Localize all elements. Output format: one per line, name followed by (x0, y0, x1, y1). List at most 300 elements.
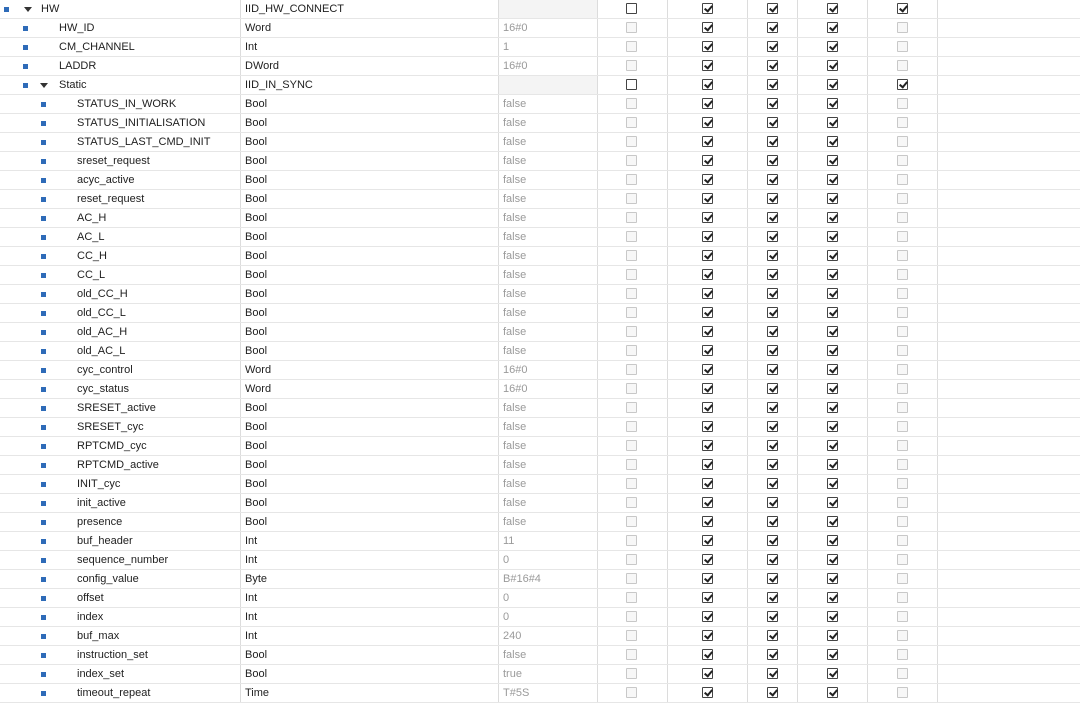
checkbox[interactable] (827, 41, 838, 52)
name-cell[interactable] (0, 38, 241, 56)
table-row[interactable] (0, 551, 1080, 570)
table-row[interactable] (0, 380, 1080, 399)
checkbox[interactable] (702, 41, 713, 52)
data-type-cell[interactable]: IID_HW_CONNECT (241, 0, 499, 18)
checkbox[interactable] (767, 307, 778, 318)
start-value-cell[interactable]: false (499, 646, 598, 664)
checkbox[interactable] (827, 136, 838, 147)
checkbox (626, 611, 637, 622)
table-row[interactable] (0, 323, 1080, 342)
data-type-cell[interactable]: IID_IN_SYNC (241, 76, 499, 94)
checkbox[interactable] (767, 117, 778, 128)
data-type-cell[interactable]: Word (241, 361, 499, 379)
checkbox[interactable] (702, 326, 713, 337)
name-cell[interactable] (0, 399, 241, 417)
start-value-cell[interactable]: false (499, 266, 598, 284)
checkbox[interactable] (702, 345, 713, 356)
name-cell[interactable] (0, 532, 241, 550)
checkbox[interactable] (827, 402, 838, 413)
checkbox[interactable] (767, 668, 778, 679)
data-type-cell[interactable]: Bool (241, 190, 499, 208)
checkbox[interactable] (827, 326, 838, 337)
checkbox (626, 22, 637, 33)
name-cell[interactable] (0, 76, 241, 94)
checkbox[interactable] (702, 649, 713, 660)
start-value-cell[interactable] (499, 0, 598, 18)
checkbox[interactable] (827, 98, 838, 109)
checkbox[interactable] (827, 554, 838, 565)
name-cell[interactable] (0, 19, 241, 37)
checkbox[interactable] (702, 668, 713, 679)
checkbox[interactable] (767, 288, 778, 299)
start-value-cell[interactable]: B#16#4 (499, 570, 598, 588)
checkbox[interactable] (767, 326, 778, 337)
checkbox[interactable] (827, 155, 838, 166)
checkbox[interactable] (767, 516, 778, 527)
start-value-cell[interactable]: false (499, 437, 598, 455)
checkbox[interactable] (767, 592, 778, 603)
table-row[interactable] (0, 114, 1080, 133)
checkbox[interactable] (702, 611, 713, 622)
data-type-cell[interactable]: Bool (241, 266, 499, 284)
checkbox[interactable] (827, 174, 838, 185)
name-cell[interactable] (0, 684, 241, 702)
checkbox[interactable] (827, 383, 838, 394)
start-value-cell[interactable]: 16#0 (499, 380, 598, 398)
checkbox[interactable] (827, 345, 838, 356)
start-value-cell[interactable]: false (499, 513, 598, 531)
start-value-cell[interactable]: 16#0 (499, 57, 598, 75)
checkbox[interactable] (702, 421, 713, 432)
name-cell[interactable] (0, 494, 241, 512)
checkbox[interactable] (702, 269, 713, 280)
name-cell[interactable] (0, 589, 241, 607)
start-value-cell[interactable]: false (499, 285, 598, 303)
name-cell[interactable] (0, 418, 241, 436)
checkbox[interactable] (827, 79, 838, 90)
checkbox[interactable] (767, 535, 778, 546)
data-type-cell[interactable]: Int (241, 627, 499, 645)
checkbox-col-1 (598, 133, 668, 151)
checkbox[interactable] (767, 478, 778, 489)
checkbox[interactable] (827, 193, 838, 204)
checkbox[interactable] (702, 288, 713, 299)
start-value-cell[interactable]: 16#0 (499, 361, 598, 379)
start-value-cell[interactable]: false (499, 247, 598, 265)
checkbox[interactable] (767, 41, 778, 52)
data-type-cell[interactable]: Bool (241, 95, 499, 113)
checkbox-col-4 (798, 114, 868, 132)
checkbox[interactable] (702, 554, 713, 565)
table-row[interactable] (0, 494, 1080, 513)
checkbox[interactable] (702, 383, 713, 394)
checkbox[interactable] (702, 60, 713, 71)
checkbox[interactable] (767, 611, 778, 622)
name-cell[interactable] (0, 323, 241, 341)
table-row[interactable] (0, 304, 1080, 323)
checkbox[interactable] (767, 649, 778, 660)
checkbox[interactable] (767, 136, 778, 147)
table-row[interactable] (0, 209, 1080, 228)
checkbox[interactable] (702, 193, 713, 204)
table-row[interactable] (0, 190, 1080, 209)
checkbox[interactable] (827, 440, 838, 451)
name-cell[interactable] (0, 228, 241, 246)
data-type-cell[interactable]: Bool (241, 475, 499, 493)
table-row[interactable] (0, 342, 1080, 361)
checkbox-col-2 (668, 456, 748, 474)
checkbox-col-4 (798, 209, 868, 227)
start-value-cell[interactable]: true (499, 665, 598, 683)
data-type-cell[interactable]: Bool (241, 114, 499, 132)
data-type-cell[interactable]: Int (241, 38, 499, 56)
name-cell[interactable] (0, 0, 241, 18)
checkbox[interactable] (767, 22, 778, 33)
checkbox[interactable] (702, 250, 713, 261)
table-row[interactable] (0, 95, 1080, 114)
start-value-cell[interactable]: false (499, 342, 598, 360)
data-type-cell[interactable]: Bool (241, 304, 499, 322)
checkbox[interactable] (767, 155, 778, 166)
table-row[interactable] (0, 57, 1080, 76)
checkbox[interactable] (767, 250, 778, 261)
name-cell[interactable] (0, 551, 241, 569)
data-type-cell[interactable]: Word (241, 380, 499, 398)
checkbox[interactable] (767, 573, 778, 584)
checkbox (626, 231, 637, 242)
data-type-cell[interactable]: Int (241, 532, 499, 550)
name-cell[interactable] (0, 665, 241, 683)
checkbox[interactable] (702, 155, 713, 166)
table-row[interactable] (0, 627, 1080, 646)
checkbox[interactable] (827, 117, 838, 128)
name-cell[interactable] (0, 646, 241, 664)
checkbox[interactable] (702, 402, 713, 413)
checkbox-col-3 (748, 437, 798, 455)
checkbox-col-5 (868, 95, 938, 113)
start-value-cell[interactable]: false (499, 323, 598, 341)
variable-marker-icon (41, 577, 46, 582)
table-row[interactable] (0, 247, 1080, 266)
checkbox[interactable] (827, 516, 838, 527)
table-row[interactable] (0, 0, 1080, 19)
name-cell[interactable] (0, 114, 241, 132)
start-value-cell[interactable]: 16#0 (499, 19, 598, 37)
data-type-cell[interactable]: Int (241, 589, 499, 607)
checkbox[interactable] (767, 269, 778, 280)
data-type-cell[interactable]: Bool (241, 285, 499, 303)
checkbox-col-5 (868, 171, 938, 189)
checkbox-col-4 (798, 57, 868, 75)
start-value-cell[interactable]: 1 (499, 38, 598, 56)
name-cell[interactable] (0, 285, 241, 303)
data-type-cell[interactable]: Bool (241, 323, 499, 341)
checkbox-col-5 (868, 361, 938, 379)
name-cell[interactable] (0, 570, 241, 588)
checkbox[interactable] (702, 516, 713, 527)
checkbox[interactable] (897, 3, 908, 14)
data-type-cell[interactable]: Bool (241, 209, 499, 227)
start-value-cell[interactable]: false (499, 114, 598, 132)
checkbox[interactable] (827, 497, 838, 508)
name-cell[interactable] (0, 95, 241, 113)
data-type-cell[interactable]: Bool (241, 646, 499, 664)
start-value-cell[interactable]: false (499, 95, 598, 113)
table-row[interactable] (0, 152, 1080, 171)
data-type-cell[interactable]: Int (241, 608, 499, 626)
start-value-cell[interactable]: false (499, 228, 598, 246)
data-type-cell[interactable]: Bool (241, 456, 499, 474)
table-row[interactable] (0, 76, 1080, 95)
start-value-cell[interactable]: false (499, 190, 598, 208)
data-type-cell[interactable]: Byte (241, 570, 499, 588)
table-row[interactable] (0, 399, 1080, 418)
checkbox[interactable] (702, 79, 713, 90)
checkbox-col-1 (598, 0, 668, 18)
checkbox[interactable] (827, 212, 838, 223)
table-row[interactable] (0, 19, 1080, 38)
checkbox-col-1 (598, 494, 668, 512)
checkbox[interactable] (827, 668, 838, 679)
checkbox[interactable] (702, 3, 713, 14)
checkbox[interactable] (767, 212, 778, 223)
table-row[interactable] (0, 665, 1080, 684)
checkbox[interactable] (767, 3, 778, 14)
start-value-cell[interactable]: false (499, 494, 598, 512)
checkbox[interactable] (767, 497, 778, 508)
start-value-cell[interactable]: 240 (499, 627, 598, 645)
table-row[interactable] (0, 513, 1080, 532)
start-value-cell[interactable]: false (499, 171, 598, 189)
table-row[interactable] (0, 266, 1080, 285)
table-row[interactable] (0, 437, 1080, 456)
name-cell[interactable] (0, 456, 241, 474)
checkbox[interactable] (767, 364, 778, 375)
checkbox[interactable] (767, 174, 778, 185)
start-value-cell[interactable]: 0 (499, 589, 598, 607)
table-row[interactable] (0, 361, 1080, 380)
checkbox[interactable] (702, 497, 713, 508)
data-type-cell[interactable]: Bool (241, 247, 499, 265)
variable-name: reset_request (77, 193, 145, 205)
checkbox[interactable] (702, 687, 713, 698)
checkbox[interactable] (827, 22, 838, 33)
checkbox[interactable] (827, 573, 838, 584)
start-value-cell[interactable]: false (499, 152, 598, 170)
checkbox[interactable] (767, 421, 778, 432)
start-value-cell[interactable]: 11 (499, 532, 598, 550)
checkbox[interactable] (827, 3, 838, 14)
name-cell[interactable] (0, 361, 241, 379)
name-cell[interactable] (0, 133, 241, 151)
checkbox-col-1 (598, 247, 668, 265)
name-cell[interactable] (0, 209, 241, 227)
checkbox[interactable] (767, 440, 778, 451)
start-value-cell[interactable]: false (499, 418, 598, 436)
name-cell[interactable] (0, 304, 241, 322)
checkbox[interactable] (767, 383, 778, 394)
checkbox[interactable] (702, 478, 713, 489)
checkbox[interactable] (702, 22, 713, 33)
data-type-cell[interactable]: Bool (241, 171, 499, 189)
checkbox[interactable] (827, 592, 838, 603)
table-row[interactable] (0, 456, 1080, 475)
name-cell[interactable] (0, 171, 241, 189)
checkbox-col-5 (868, 532, 938, 550)
table-row[interactable] (0, 418, 1080, 437)
checkbox[interactable] (702, 364, 713, 375)
checkbox[interactable] (827, 478, 838, 489)
checkbox-col-5 (868, 285, 938, 303)
name-cell[interactable] (0, 342, 241, 360)
checkbox[interactable] (827, 421, 838, 432)
checkbox[interactable] (702, 630, 713, 641)
table-row[interactable] (0, 228, 1080, 247)
data-type-cell[interactable]: Bool (241, 418, 499, 436)
table-row[interactable] (0, 475, 1080, 494)
checkbox[interactable] (767, 402, 778, 413)
data-type-cell[interactable]: Bool (241, 228, 499, 246)
data-type-cell[interactable]: Bool (241, 133, 499, 151)
data-type-cell[interactable]: Time (241, 684, 499, 702)
checkbox-col-3 (748, 532, 798, 550)
checkbox[interactable] (702, 231, 713, 242)
data-type-cell[interactable]: Bool (241, 152, 499, 170)
data-type-cell[interactable]: Bool (241, 513, 499, 531)
checkbox[interactable] (767, 231, 778, 242)
start-value-cell[interactable]: false (499, 399, 598, 417)
checkbox[interactable] (767, 345, 778, 356)
checkbox[interactable] (827, 250, 838, 261)
checkbox[interactable] (767, 98, 778, 109)
expand-arrow-icon[interactable] (24, 7, 32, 12)
checkbox[interactable] (767, 459, 778, 470)
checkbox[interactable] (702, 307, 713, 318)
table-row[interactable] (0, 646, 1080, 665)
data-type-cell[interactable]: Int (241, 551, 499, 569)
checkbox[interactable] (827, 364, 838, 375)
checkbox[interactable] (626, 79, 637, 90)
data-type-cell[interactable]: Bool (241, 494, 499, 512)
checkbox[interactable] (702, 573, 713, 584)
data-type-cell[interactable]: Bool (241, 437, 499, 455)
name-cell[interactable] (0, 152, 241, 170)
expand-arrow-icon[interactable] (40, 83, 48, 88)
checkbox[interactable] (702, 592, 713, 603)
checkbox[interactable] (702, 459, 713, 470)
checkbox[interactable] (827, 630, 838, 641)
checkbox[interactable] (827, 231, 838, 242)
checkbox[interactable] (702, 98, 713, 109)
checkbox[interactable] (897, 79, 908, 90)
name-cell[interactable] (0, 437, 241, 455)
data-type-cell[interactable]: Word (241, 19, 499, 37)
checkbox-col-5 (868, 76, 938, 94)
checkbox[interactable] (767, 630, 778, 641)
data-type-cell[interactable]: Bool (241, 342, 499, 360)
variable-marker-icon (41, 254, 46, 259)
checkbox (626, 307, 637, 318)
start-value-cell[interactable]: false (499, 304, 598, 322)
checkbox-col-4 (798, 475, 868, 493)
data-type-cell[interactable]: Bool (241, 399, 499, 417)
checkbox-col-1 (598, 323, 668, 341)
checkbox[interactable] (767, 60, 778, 71)
start-value-cell[interactable]: false (499, 475, 598, 493)
data-type-cell[interactable]: Bool (241, 665, 499, 683)
checkbox[interactable] (827, 459, 838, 470)
checkbox[interactable] (702, 535, 713, 546)
table-row[interactable] (0, 570, 1080, 589)
variable-marker-icon (41, 463, 46, 468)
checkbox[interactable] (767, 554, 778, 565)
checkbox (897, 98, 908, 109)
start-value-cell[interactable]: false (499, 456, 598, 474)
checkbox[interactable] (827, 269, 838, 280)
name-cell[interactable] (0, 266, 241, 284)
table-row[interactable] (0, 38, 1080, 57)
checkbox[interactable] (767, 687, 778, 698)
name-cell[interactable] (0, 57, 241, 75)
checkbox[interactable] (827, 288, 838, 299)
variable-marker-icon (41, 634, 46, 639)
start-value-cell[interactable]: 0 (499, 608, 598, 626)
name-cell[interactable] (0, 475, 241, 493)
checkbox (897, 41, 908, 52)
checkbox[interactable] (702, 117, 713, 128)
table-row[interactable] (0, 684, 1080, 703)
start-value-cell[interactable]: T#5S (499, 684, 598, 702)
checkbox-col-3 (748, 513, 798, 531)
table-row[interactable] (0, 532, 1080, 551)
start-value-cell[interactable]: false (499, 133, 598, 151)
checkbox[interactable] (827, 307, 838, 318)
checkbox[interactable] (702, 174, 713, 185)
table-row[interactable] (0, 171, 1080, 190)
name-cell[interactable] (0, 627, 241, 645)
checkbox[interactable] (827, 611, 838, 622)
table-row[interactable] (0, 589, 1080, 608)
checkbox-col-5 (868, 684, 938, 702)
checkbox[interactable] (827, 60, 838, 71)
checkbox[interactable] (702, 440, 713, 451)
start-value-cell[interactable]: false (499, 209, 598, 227)
checkbox[interactable] (827, 535, 838, 546)
checkbox[interactable] (767, 79, 778, 90)
start-value-cell[interactable]: 0 (499, 551, 598, 569)
checkbox-col-3 (748, 551, 798, 569)
name-cell[interactable] (0, 513, 241, 531)
name-cell[interactable] (0, 190, 241, 208)
checkbox-col-4 (798, 76, 868, 94)
checkbox[interactable] (626, 3, 637, 14)
checkbox[interactable] (827, 687, 838, 698)
table-row[interactable] (0, 608, 1080, 627)
data-type-cell[interactable]: DWord (241, 57, 499, 75)
start-value-cell[interactable] (499, 76, 598, 94)
name-cell[interactable] (0, 247, 241, 265)
table-row[interactable] (0, 285, 1080, 304)
checkbox[interactable] (827, 649, 838, 660)
table-row[interactable] (0, 133, 1080, 152)
name-cell[interactable] (0, 380, 241, 398)
checkbox[interactable] (767, 193, 778, 204)
checkbox[interactable] (702, 212, 713, 223)
name-cell[interactable] (0, 608, 241, 626)
checkbox (626, 630, 637, 641)
checkbox[interactable] (702, 136, 713, 147)
empty-cell (938, 95, 1080, 113)
